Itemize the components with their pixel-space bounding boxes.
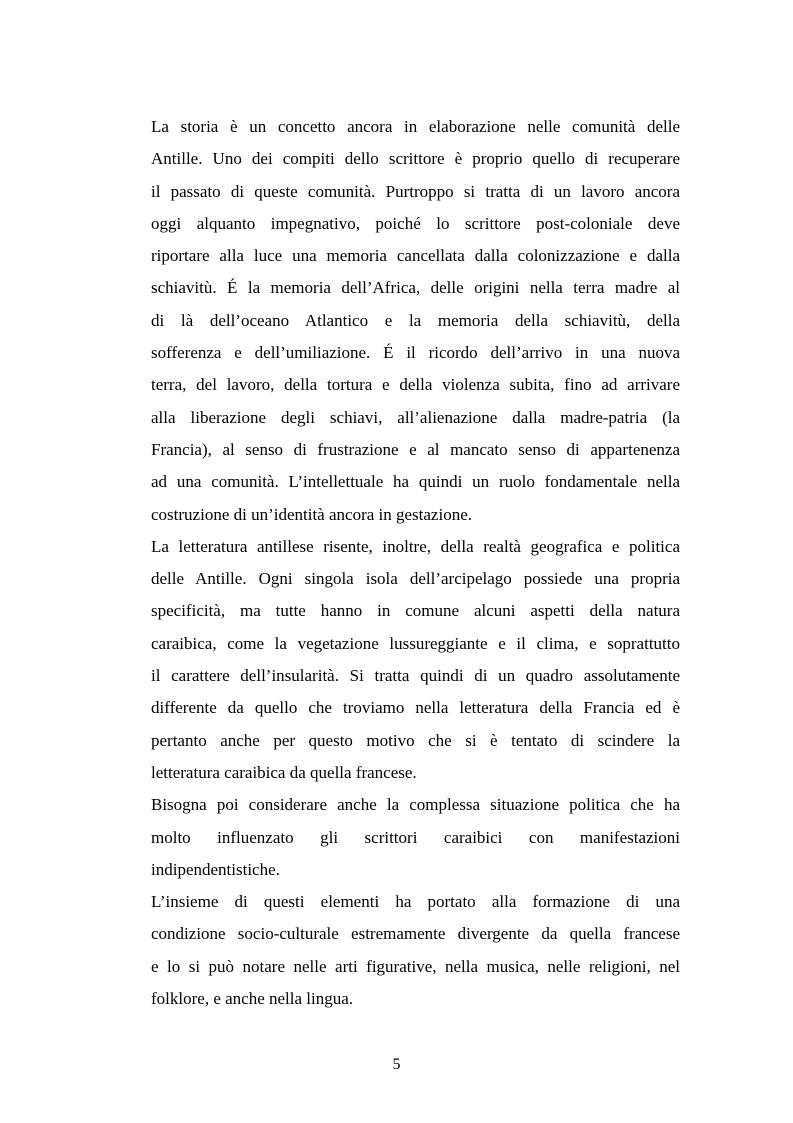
text-line: molto influenzato gli scrittori caraibici con manifestazioni [151, 827, 680, 847]
text-line: il carattere dell’insularità. Si tratta quindi di un quadro assolutamente [151, 666, 680, 686]
text-line: costruzione di un’identità ancora in gestazione. [151, 504, 472, 524]
text-line: Francia), al senso di frustrazione e al mancato senso di appartenenza [151, 439, 680, 459]
page-number: 5 [392, 1056, 401, 1073]
text-line: schiavitù. É la memoria dell’Africa, delle origini nella terra madre al [151, 278, 680, 298]
text-line: condizione socio-culturale estremamente divergente da quella francese [151, 924, 680, 944]
text-line: riportare alla luce una memoria cancellata dalla colonizzazione e dalla [151, 246, 680, 266]
text-line: indipendentistiche. [151, 859, 280, 879]
text-line: Bisogna poi considerare anche la complessa situazione politica che ha [151, 795, 680, 815]
text-line: differente da quello che troviamo nella letteratura della Francia ed è [151, 698, 680, 718]
text-line: Antille. Uno dei compiti dello scrittore è proprio quello di recuperare [151, 149, 680, 169]
text-line: ad una comunità. L’intellettuale ha quindi un ruolo fondamentale nella [151, 472, 680, 492]
text-line: letteratura caraibica da quella francese. [151, 762, 417, 782]
text-line: sofferenza e dell’umiliazione. É il ricordo dell’arrivo in una nuova [151, 343, 680, 363]
text-line: La letteratura antillese risente, inoltre, della realtà geografica e politica [151, 536, 680, 556]
text-line: alla liberazione degli schiavi, all’alienazione dalla madre-patria (la [151, 407, 680, 427]
text-line: e lo si può notare nelle arti figurative, nella musica, nelle religioni, nel [151, 956, 680, 976]
text-line: il passato di queste comunità. Purtroppo si tratta di un lavoro ancora [151, 181, 680, 201]
text-line: folklore, e anche nella lingua. [151, 989, 354, 1009]
text-line: delle Antille. Ogni singola isola dell’arcipelago possiede una propria [151, 569, 680, 589]
text-line: specificità, ma tutte hanno in comune alcuni aspetti della natura [151, 601, 680, 621]
text-line: caraibica, come la vegetazione lussureggiante e il clima, e soprattutto [151, 633, 680, 653]
text-line: La storia è un concetto ancora in elaborazione nelle comunità delle [151, 117, 680, 136]
text-line: oggi alquanto impegnativo, poiché lo scrittore post-coloniale deve [151, 213, 680, 233]
text-line: pertanto anche per questo motivo che si è tentato di scindere la [151, 730, 680, 750]
text-line: terra, del lavoro, della tortura e della violenza subita, fino ad arrivare [151, 375, 680, 395]
text-line: L’insieme di questi elementi ha portato alla formazione di una [151, 892, 680, 912]
text-line: di là dell’oceano Atlantico e la memoria della schiavitù, della [151, 310, 680, 330]
body-text [151, 111, 680, 1015]
